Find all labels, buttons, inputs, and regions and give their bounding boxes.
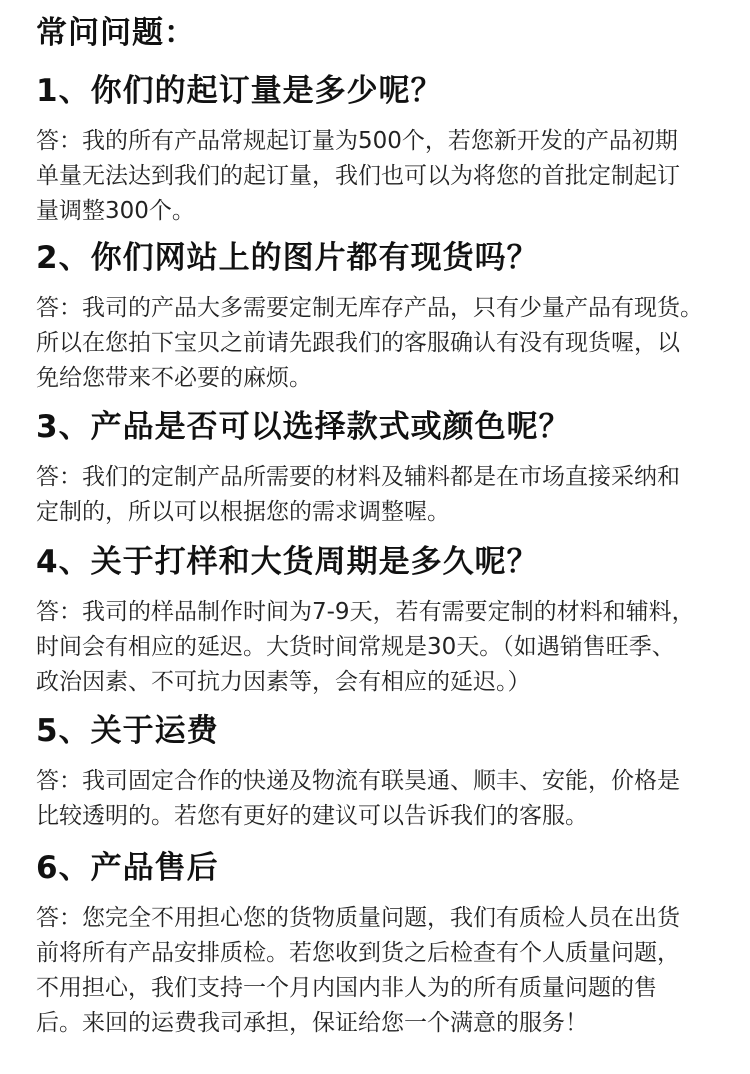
faq-answer-line: 答：我的所有产品常规起订量为500个，若您新开发的产品初期 — [36, 128, 678, 154]
faq-answer-6 — [36, 901, 680, 1041]
faq-question-6: 6、产品售后 — [36, 850, 219, 886]
faq-answer-5 — [36, 764, 680, 834]
faq-answer-2 — [36, 291, 703, 396]
faq-answer-line: 量调整300个。 — [36, 198, 195, 224]
faq-answer-line: 政治因素、不可抗力因素等，会有相应的延迟。） — [36, 669, 531, 695]
faq-answer-line: 前将所有产品安排质检。若您收到货之后检查有个人质量问题， — [36, 940, 680, 966]
faq-answer-line: 时间会有相应的延迟。大货时间常规是30天。（如遇销售旺季、 — [36, 634, 675, 660]
faq-answer-line: 答：我司固定合作的快递及物流有联昊通、顺丰、安能，价格是 — [36, 768, 680, 794]
faq-answer-line: 答：我司的产品大多需要定制无库存产品，只有少量产品有现货。 — [36, 295, 703, 321]
faq-answer-1 — [36, 124, 680, 229]
faq-question-3: 3、产品是否可以选择款式或颜色呢？ — [36, 409, 571, 445]
faq-answer-line: 免给您带来不必要的麻烦。 — [36, 365, 312, 391]
faq-question-4: 4、关于打样和大货周期是多久呢？ — [36, 544, 539, 580]
faq-answer-3 — [36, 460, 680, 530]
page-title: 常问问题： — [36, 15, 196, 51]
faq-answer-line: 答：我们的定制产品所需要的材料及辅料都是在市场直接采纳和 — [36, 464, 680, 490]
faq-answer-line: 定制的，所以可以根据您的需求调整喔。 — [36, 499, 450, 525]
faq-answer-line: 答：您完全不用担心您的货物质量问题，我们有质检人员在出货 — [36, 905, 680, 931]
faq-question-2: 2、你们网站上的图片都有现货吗？ — [36, 240, 539, 276]
faq-answer-line: 所以在您拍下宝贝之前请先跟我们的客服确认有没有现货喔，以 — [36, 330, 680, 356]
faq-answer-line: 后。来回的运费我司承担，保证给您一个满意的服务！ — [36, 1010, 588, 1036]
faq-answer-line: 单量无法达到我们的起订量，我们也可以为将您的首批定制起订 — [36, 163, 680, 189]
faq-answer-4 — [36, 595, 695, 700]
faq-question-5: 5、关于运费 — [36, 713, 219, 749]
faq-answer-line: 比较透明的。若您有更好的建议可以告诉我们的客服。 — [36, 803, 588, 829]
faq-answer-line: 不用担心，我们支持一个月内国内非人为的所有质量问题的售 — [36, 975, 657, 1001]
faq-question-1: 1、你们的起订量是多少呢？ — [36, 73, 443, 109]
faq-answer-line: 答：我司的样品制作时间为7-9天，若有需要定制的材料和辅料， — [36, 599, 695, 625]
